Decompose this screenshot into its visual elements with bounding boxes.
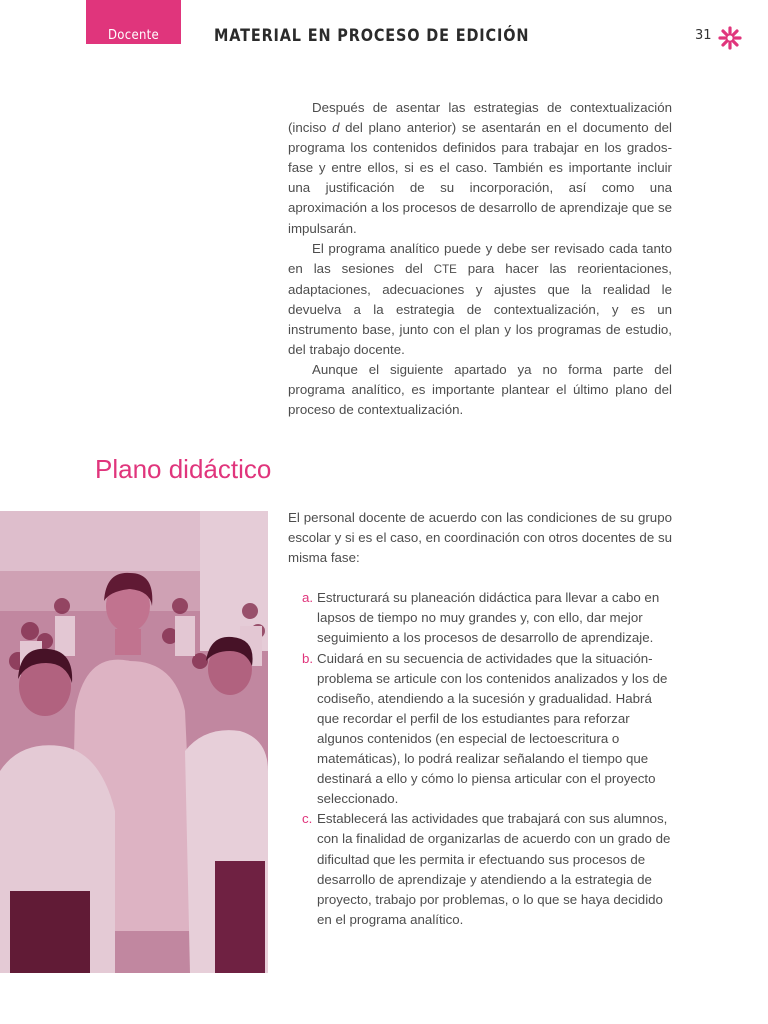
intro-text <box>288 98 672 421</box>
section-tab <box>86 0 181 44</box>
list-marker: c. <box>302 811 313 827</box>
intro-paragraph-3: Aunque el siguiente apartado ya no forma parte del programa analítico, es importante plantear el último plano del proceso de contextualización. <box>288 362 672 418</box>
didactic-list <box>288 588 672 930</box>
running-header-title: MATERIAL EN PROCESO DE EDICIÓN <box>214 26 530 46</box>
section-body <box>288 508 672 930</box>
classroom-photo <box>0 511 268 973</box>
list-item: b. Cuidará en su secuencia de actividades que la situación-problema se articule con los contenidos analizados y los de codiseño, atendiendo a la sucesión y gradualidad. Habrá que recordar el perfil de los estudiantes para reforzar algunos contenidos (en especial de lectoescritura o matemáticas), lo podrá realizar señalando el tiempo que destinará a ello y cómo lo piensa articular con el proyecto seleccionado. <box>302 650 668 807</box>
section-lead: El personal docente de acuerdo con las condiciones de su grupo escolar y si es el caso, en coordinación con otros docentes de su misma fase: <box>288 510 672 566</box>
intro-paragraph-2: El programa analítico puede y debe ser revisado cada tanto en las sesiones del CTE para hacer las reorientaciones, adaptaciones, adecuaciones y ajustes que la realidad le devuelva a la estrategia de contextualización, y es un instrumento base, junto con el plan y los programas de estudio, del trabajo docente. <box>288 240 672 358</box>
list-marker: a. <box>302 590 314 606</box>
intro-paragraph-1: Después de asentar las estrategias de contextualización (inciso d del plano anterior) se asentarán en el documento del programa los contenidos definidos para trabajar en los grados-fase y entre ellos, si es el caso. También es importante incluir una justificación de su incorporación, así como una aproximación a los procesos de desarrollo de aprendizaje que se impulsarán. <box>288 100 672 236</box>
list-item: a. Estructurará su planeación didáctica para llevar a cabo en lapsos de tiempo no muy grandes y, con ello, dar mejor seguimiento a los procesos de desarrollo de aprendizaje. <box>302 590 660 646</box>
section-tab-label: Docente <box>107 28 160 43</box>
list-item: c. Establecerá las actividades que trabajará con sus alumnos, con la finalidad de organizarlas de acuerdo con un grado de dificultad que les permita ir efectuando sus procesos de desarrollo de aprendizaje y atendiendo a la estrategia de proyecto, trabajo por problemas, o lo que se haya decidido en el programa analítico. <box>302 811 671 927</box>
section-heading: Plano didáctico <box>95 454 272 484</box>
list-marker: b. <box>302 650 314 666</box>
page-number: 31 <box>695 28 712 43</box>
asterisk-flower-icon <box>718 26 742 50</box>
